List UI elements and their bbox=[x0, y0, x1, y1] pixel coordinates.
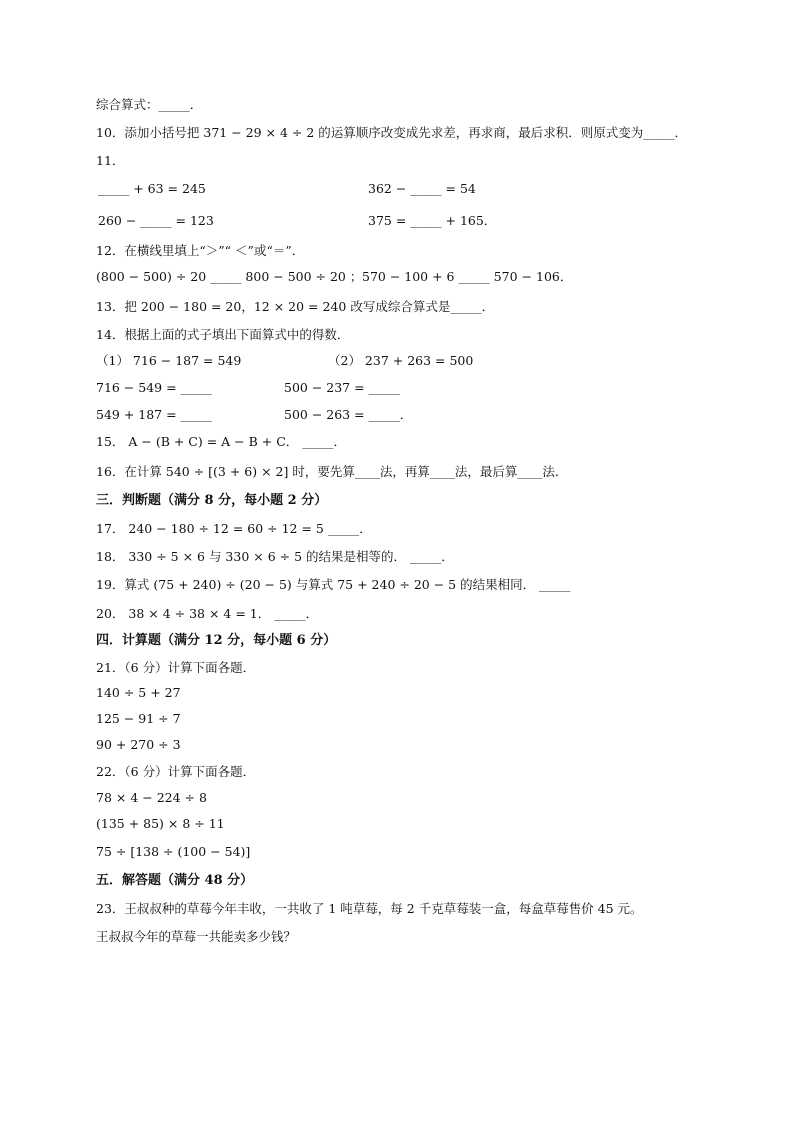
section-5-heading: 五．解答题（满分 48 分） bbox=[96, 873, 254, 888]
question-20: 20． 38 × 4 ÷ 38 × 4 = 1． _____． bbox=[96, 606, 318, 621]
q14-given-2: （2） 237 + 263 = 500 bbox=[328, 353, 474, 368]
question-23-cont: 王叔叔今年的草莓一共能卖多少钱？ bbox=[96, 929, 297, 944]
question-21: 21．（6 分）计算下面各题． bbox=[96, 660, 256, 675]
question-19: 19．算式 (75 + 240) ÷ (20 − 5) 与算式 75 + 240 ÷ 20 − 5 的结果相同． _____ bbox=[96, 577, 571, 592]
question-16: 16．在计算 540 ÷ [(3 + 6) × 2] 时，要先算____法，再算____法，最后算____法． bbox=[96, 464, 568, 479]
question-14: 14．根据上面的式子填出下面算式中的得数． bbox=[96, 327, 350, 342]
question-12: 12．在横线里填上“＞”“ ＜”或“＝”． bbox=[96, 243, 305, 258]
q22-item-1: 78 × 4 − 224 ÷ 8 bbox=[96, 790, 207, 805]
q14-item-1: 716 − 549 = _____ bbox=[96, 380, 212, 395]
section-3-heading: 三．判断题（满分 8 分，每小题 2 分） bbox=[96, 493, 328, 508]
question-17: 17． 240 − 180 ÷ 12 = 60 ÷ 12 = 5 _____． bbox=[96, 521, 372, 536]
question-13: 13．把 200 − 180 = 20，12 × 20 = 240 改写成综合算式是_____． bbox=[96, 299, 495, 314]
q14-item-2: 500 − 237 = _____ bbox=[284, 380, 400, 395]
q14-item-4: 500 − 263 = _____． bbox=[284, 407, 413, 422]
combined-formula-line: 综合算式：_____． bbox=[96, 97, 203, 112]
question-23: 23．王叔叔种的草莓今年丰收，一共收了 1 吨草莓，每 2 千克草莓装一盒，每盒草莓售价 45 元。 bbox=[96, 901, 643, 916]
q12-item-2: 570 − 100 + 6 _____ 570 − 106． bbox=[362, 269, 573, 284]
q22-item-3: 75 ÷ [138 ÷ (100 − 54)] bbox=[96, 844, 251, 859]
question-15: 15． A − (B + C) = A − B + C． _____． bbox=[96, 434, 347, 449]
q12-item-1: (800 − 500) ÷ 20 _____ 800 − 500 ÷ 20 ； bbox=[96, 269, 363, 284]
question-11: 11． bbox=[96, 153, 125, 168]
q11-item-2: 362 − _____ = 54 bbox=[368, 181, 476, 196]
question-18: 18． 330 ÷ 5 × 6 与 330 × 6 ÷ 5 的结果是相等的． _____． bbox=[96, 549, 454, 564]
q21-item-2: 125 − 91 ÷ 7 bbox=[96, 711, 181, 726]
q11-item-4: 375 = _____ + 165． bbox=[368, 213, 497, 228]
question-22: 22．（6 分）计算下面各题． bbox=[96, 764, 256, 779]
q21-item-1: 140 ÷ 5 + 27 bbox=[96, 685, 181, 700]
q14-item-3: 549 + 187 = _____ bbox=[96, 407, 212, 422]
question-10: 10．添加小括号把 371 − 29 × 4 ÷ 2 的运算顺序改变成先求差，再求商，最后求积．则原式变为_____． bbox=[96, 125, 688, 140]
q11-item-3: 260 − _____ = 123 bbox=[98, 213, 214, 228]
q21-item-3: 90 + 270 ÷ 3 bbox=[96, 737, 181, 752]
section-4-heading: 四．计算题（满分 12 分，每小题 6 分） bbox=[96, 633, 337, 648]
q11-item-1: _____ + 63 = 245 bbox=[98, 181, 206, 196]
q22-item-2: (135 + 85) × 8 ÷ 11 bbox=[96, 816, 225, 831]
q14-given-1: （1） 716 − 187 = 549 bbox=[96, 353, 242, 368]
